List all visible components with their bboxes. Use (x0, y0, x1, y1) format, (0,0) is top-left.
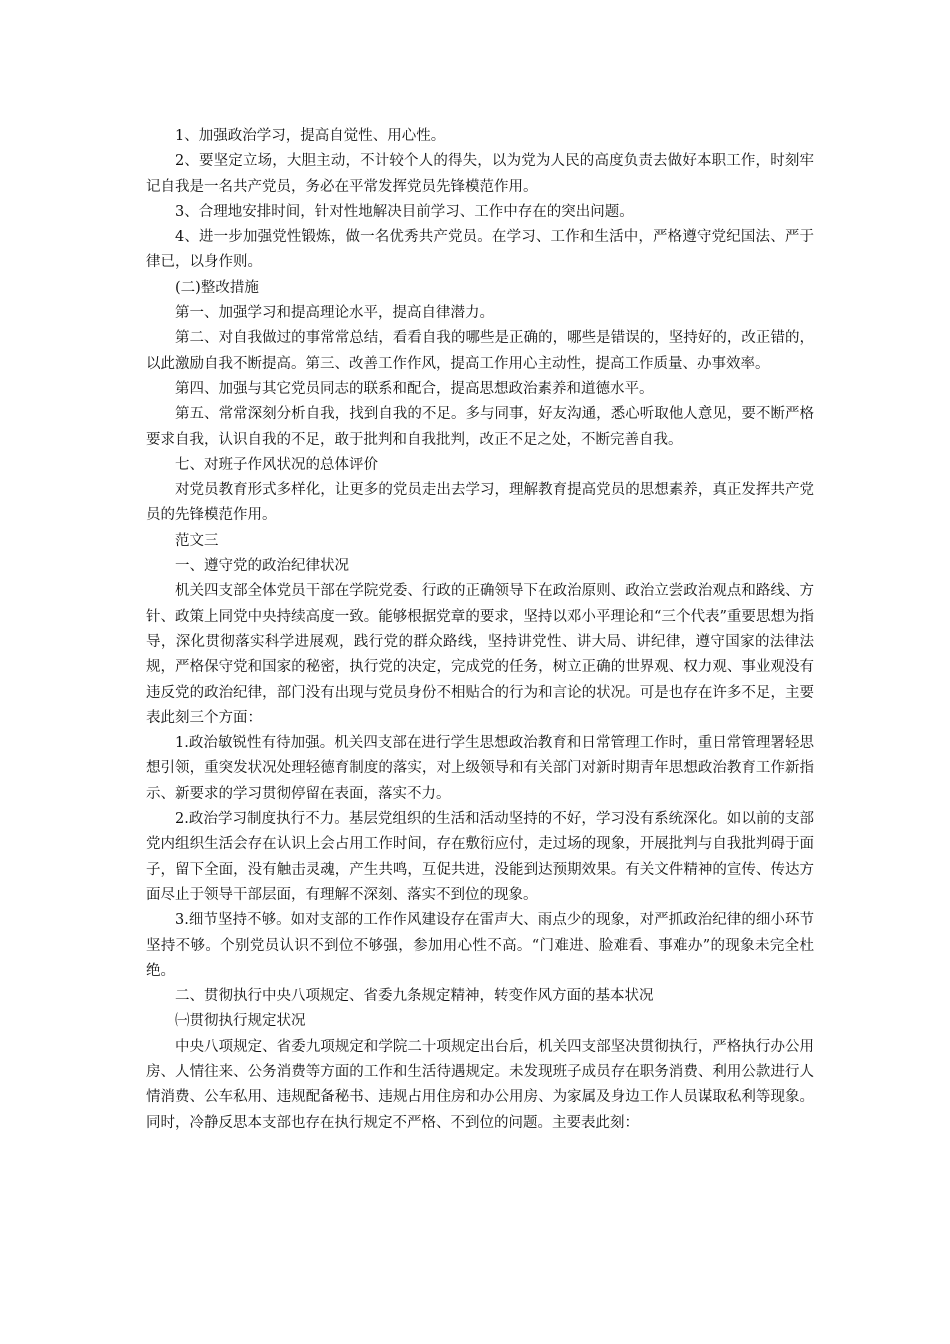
section-heading: ㈠贯彻执行规定状况 (175, 1013, 306, 1030)
paragraph: 机关四支部全体党员干部在学院党委、行政的正确领导下在政治原则、政治立尝政治观点和路线、方针、政策上同党中央持续高度一致。能够根据党章的要求，坚持以邓小平理论和“三个代表”重要思想为指导，深化贯彻落实科学进展观，践行党的群众路线，坚持讲党性、讲大局、讲纪律，遵守国家的法律法规，严格保守党和国家的秘密，执行党的决定，完成党的任务，树立正确的世界观、权力观、事业观没有违反党的政治纪律，部门没有出现与党员身份不相贴合的行为和言论的状况。可是也存在许多不足，主要表此刻三个方面： (146, 583, 814, 726)
paragraph: 4、进一步加强党性锻炼，做一名优秀共产党员。在学习、工作和生活中，严格遵守党纪国法、严于律已，以身作则。 (146, 229, 814, 271)
section-heading: 二、贯彻执行中央八项规定、省委九条规定精神，转变作风方面的基本状况 (175, 988, 654, 1005)
paragraph: 1.政治敏锐性有待加强。机关四支部在进行学生思想政治教育和日常管理工作时，重日常管理署轻思想引领，重突发状况处理轻德育制度的落实，对上级领导和有关部门对新时期青年思想政治教育工作新指示、新要求的学习贯彻停留在表面，落实不力。 (146, 735, 814, 802)
paragraph: 中央八项规定、省委九项规定和学院二十项规定出台后，机关四支部坚决贯彻执行，严格执行办公用房、人情往来、公务消费等方面的工作和生活待遇规定。未发现班子成员存在职务消费、利用公款进行人情消费、公车私用、违规配备秘书、违规占用住房和办公用房、为家属及身边工作人员谋取私利等现象。同时，冷静反思本支部也存在执行规定不严格、不到位的问题。主要表此刻： (146, 1038, 814, 1131)
paragraph: 第二、对自我做过的事常常总结，看看自我的哪些是正确的，哪些是错误的，坚持好的，改正错的，以此激励自我不断提高。第三、改善工作作风，提高工作用心主动性，提高工作质量、办事效率。 (146, 330, 814, 372)
paragraph: 3.细节坚持不够。如对支部的工作作风建设存在雷声大、雨点少的现象，对严抓政治纪律的细小环节坚持不够。个别党员认识不到位不够强，参加用心性不高。“门难进、脸难看、事难办”的现象未完全杜绝。 (146, 912, 814, 979)
paragraph: 1、加强政治学习，提高自觉性、用心性。 (175, 128, 446, 144)
paragraph: 3、合理地安排时间，针对性地解决目前学习、工作中存在的突出问题。 (175, 203, 634, 220)
section-heading: (二)整改措施 (175, 279, 259, 296)
paragraph: 第五、常常深刻分析自我，找到自我的不足。多与同事，好友沟通，悉心听取他人意见，要不断严格要求自我，认识自我的不足，敢于批判和自我批判，改正不足之处，不断完善自我。 (146, 406, 814, 448)
paragraph: 2、要坚定立场，大胆主动，不计较个人的得失，以为党为人民的高度负责去做好本职工作，时刻牢记自我是一名共产党员，务必在平常发挥党员先锋模范作用。 (146, 153, 814, 195)
paragraph: 2.政治学习制度执行不力。基层党组织的生活和活动坚持的不好，学习没有系统深化。如以前的支部党内组织生活会存在认识上会占用工作时间，存在敷衍应付，走过场的现象，开展批判与自我批判碍于面子，留下全面，没有触击灵魂，产生共鸣，互促共进，没能到达预期效果。有关文件精神的宣传、传达方面尽止于领导干部层面，有理解不深刻、落实不到位的现象。 (146, 811, 814, 903)
section-heading: 范文三 (175, 532, 219, 549)
paragraph: 对党员教育形式多样化，让更多的党员走出去学习，理解教育提高党员的思想素养，真正发挥共产党员的先锋模范作用。 (146, 482, 814, 524)
paragraph: 第一、加强学习和提高理论水平，提高自律潜力。 (175, 305, 494, 322)
document-body (146, 124, 814, 1136)
section-heading: 一、遵守党的政治纪律状况 (175, 558, 349, 575)
paragraph: 第四、加强与其它党员同志的联系和配合，提高思想政治素养和道德水平。 (175, 380, 654, 397)
section-heading: 七、对班子作风状况的总体评价 (175, 456, 378, 473)
